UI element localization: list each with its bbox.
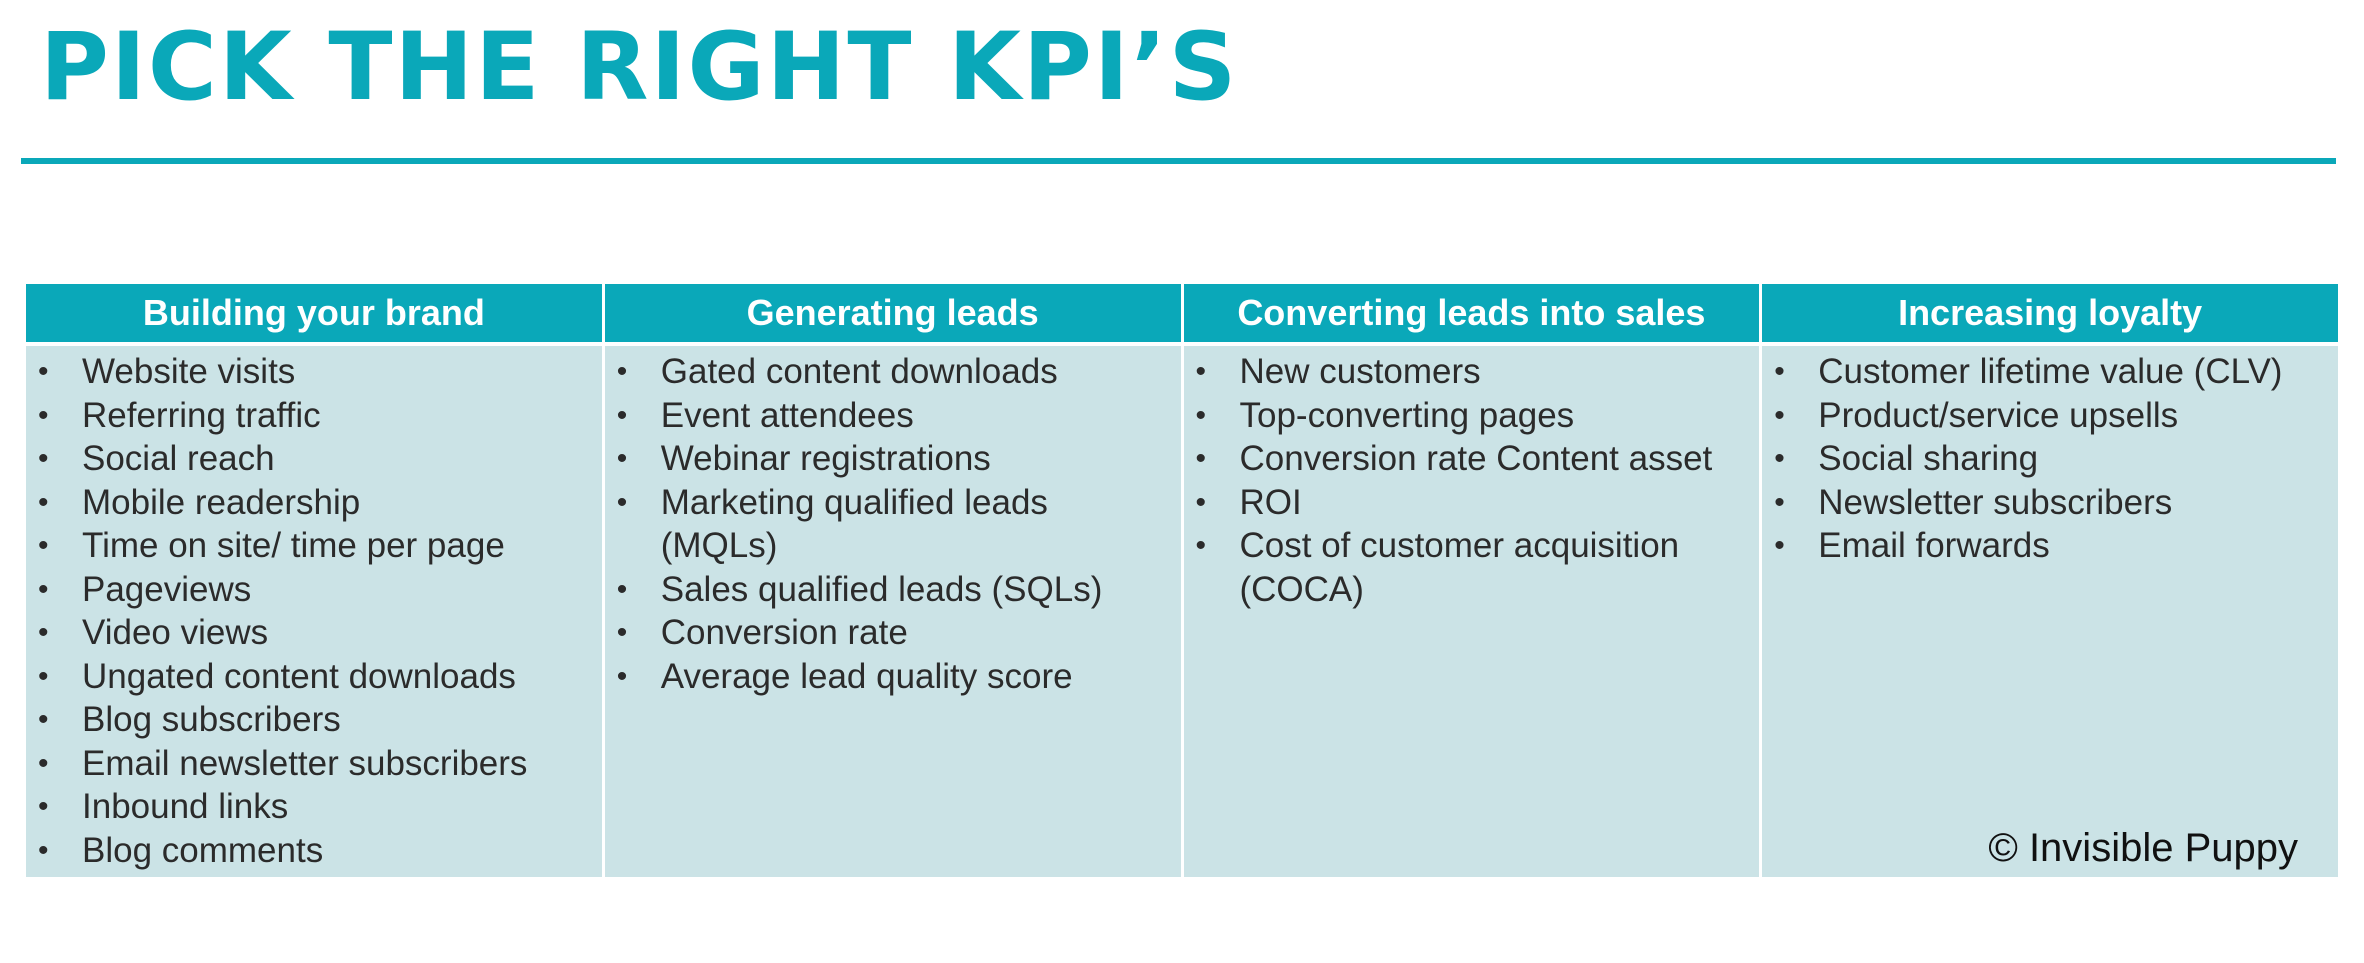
column-generating-leads bbox=[605, 346, 1181, 877]
bullet-icon: • bbox=[1774, 442, 1785, 475]
kpi-list bbox=[38, 350, 594, 872]
kpi-item-label: Inbound links bbox=[82, 787, 289, 826]
bullet-icon: • bbox=[38, 659, 49, 693]
kpi-item bbox=[38, 568, 594, 612]
kpi-item-label: Social sharing bbox=[1818, 439, 2039, 478]
column-building-brand bbox=[26, 346, 602, 877]
kpi-item bbox=[617, 394, 1173, 438]
bullet-icon: • bbox=[38, 703, 49, 736]
bullet-icon: • bbox=[616, 616, 628, 649]
kpi-item-label: Video views bbox=[82, 613, 269, 652]
kpi-item bbox=[617, 655, 1173, 699]
kpi-item bbox=[617, 481, 1173, 568]
column-increasing-loyalty bbox=[1762, 346, 2338, 877]
bullet-icon: • bbox=[616, 398, 628, 432]
kpi-item bbox=[617, 611, 1173, 655]
bullet-icon: • bbox=[616, 442, 628, 475]
kpi-item bbox=[1774, 350, 2330, 394]
column-converting-leads bbox=[1184, 346, 1760, 877]
kpi-item-label: Email forwards bbox=[1818, 526, 2050, 565]
kpi-item bbox=[1774, 481, 2330, 525]
bullet-icon: • bbox=[38, 485, 49, 519]
bullet-icon: • bbox=[38, 833, 49, 867]
kpi-item-label: Email newsletter subscribers bbox=[82, 743, 528, 783]
bullet-icon: • bbox=[38, 442, 49, 475]
bullet-icon: • bbox=[1774, 529, 1785, 562]
kpi-item bbox=[617, 437, 1173, 481]
copyright-notice: © Invisible Puppy bbox=[1988, 826, 2298, 870]
kpi-item-label: Time on site/ time per page bbox=[82, 526, 505, 565]
bullet-icon: • bbox=[1195, 398, 1207, 432]
kpi-item-label: Mobile readership bbox=[82, 482, 361, 522]
kpi-list bbox=[1196, 350, 1752, 611]
kpi-item bbox=[38, 742, 594, 786]
kpi-item bbox=[38, 785, 594, 829]
kpi-item bbox=[1196, 394, 1752, 438]
kpi-item-label: Marketing qualified leads (MQLs) bbox=[660, 482, 1048, 565]
bullet-icon: • bbox=[38, 572, 49, 606]
kpi-item-label: Conversion rate Content asset bbox=[1239, 439, 1713, 478]
bullet-icon: • bbox=[38, 616, 49, 649]
bullet-icon: • bbox=[1195, 442, 1207, 475]
kpi-item bbox=[617, 350, 1173, 394]
bullet-icon: • bbox=[1774, 355, 1785, 388]
bullet-icon: • bbox=[38, 529, 49, 562]
kpi-item-label: Ungated content downloads bbox=[82, 656, 516, 696]
kpi-item bbox=[38, 524, 594, 568]
bullet-icon: • bbox=[1195, 485, 1207, 519]
kpi-item-label: Newsletter subscribers bbox=[1818, 482, 2173, 522]
kpi-item bbox=[1774, 394, 2330, 438]
kpi-item-label: Conversion rate bbox=[660, 613, 908, 652]
kpi-item-label: Sales qualified leads (SQLs) bbox=[660, 569, 1103, 609]
bullet-icon: • bbox=[616, 572, 628, 606]
title-divider bbox=[21, 158, 2336, 164]
bullet-icon: • bbox=[616, 355, 628, 388]
kpi-item bbox=[617, 568, 1173, 612]
kpi-item bbox=[1196, 481, 1752, 525]
kpi-table bbox=[26, 284, 2338, 877]
bullet-icon: • bbox=[616, 659, 628, 693]
kpi-item-label: Top-converting pages bbox=[1239, 395, 1575, 435]
bullet-icon: • bbox=[38, 398, 49, 432]
bullet-icon: • bbox=[616, 485, 628, 519]
kpi-item bbox=[38, 394, 594, 438]
kpi-item bbox=[38, 350, 594, 394]
kpi-item bbox=[38, 829, 594, 873]
kpi-item-label: Referring traffic bbox=[82, 395, 321, 435]
kpi-item-label: Cost of customer acquisition (COCA) bbox=[1239, 526, 1680, 609]
kpi-item-label: Product/service upsells bbox=[1818, 395, 2179, 435]
page-title: PICK THE RIGHT KPI’S bbox=[40, 13, 1239, 122]
kpi-list bbox=[1774, 350, 2330, 568]
bullet-icon: • bbox=[38, 790, 49, 823]
kpi-list bbox=[617, 350, 1173, 698]
kpi-item bbox=[1196, 524, 1752, 611]
kpi-item-label: Social reach bbox=[82, 439, 275, 478]
kpi-item bbox=[1196, 350, 1752, 394]
kpi-item-label: Blog comments bbox=[82, 830, 324, 870]
kpi-item bbox=[38, 698, 594, 742]
kpi-item-label: New customers bbox=[1239, 352, 1481, 391]
kpi-item-label: Customer lifetime value (CLV) bbox=[1818, 352, 2283, 391]
kpi-item-label: Website visits bbox=[82, 352, 296, 391]
kpi-item bbox=[1196, 437, 1752, 481]
bullet-icon: • bbox=[1774, 485, 1785, 519]
kpi-item bbox=[1774, 437, 2330, 481]
kpi-item-label: Blog subscribers bbox=[82, 700, 341, 739]
bullet-icon: • bbox=[38, 746, 49, 780]
kpi-item-label: Gated content downloads bbox=[660, 352, 1058, 391]
column-header-generating-leads: Generating leads bbox=[605, 284, 1181, 342]
kpi-item-label: Average lead quality score bbox=[660, 656, 1073, 696]
kpi-item bbox=[38, 655, 594, 699]
kpi-item-label: Event attendees bbox=[660, 395, 914, 435]
kpi-item bbox=[38, 611, 594, 655]
kpi-item-label: Pageviews bbox=[82, 569, 252, 609]
kpi-item-label: ROI bbox=[1239, 482, 1302, 522]
bullet-icon: • bbox=[1774, 398, 1785, 432]
column-header-converting-leads: Converting leads into sales bbox=[1184, 284, 1760, 342]
column-header-building-brand: Building your brand bbox=[26, 284, 602, 342]
kpi-item bbox=[38, 481, 594, 525]
column-header-increasing-loyalty: Increasing loyalty bbox=[1762, 284, 2338, 342]
kpi-item-label: Webinar registrations bbox=[660, 439, 991, 478]
kpi-item bbox=[1774, 524, 2330, 568]
kpi-item bbox=[38, 437, 594, 481]
bullet-icon: • bbox=[38, 355, 49, 388]
bullet-icon: • bbox=[1195, 529, 1207, 562]
bullet-icon: • bbox=[1195, 355, 1207, 388]
